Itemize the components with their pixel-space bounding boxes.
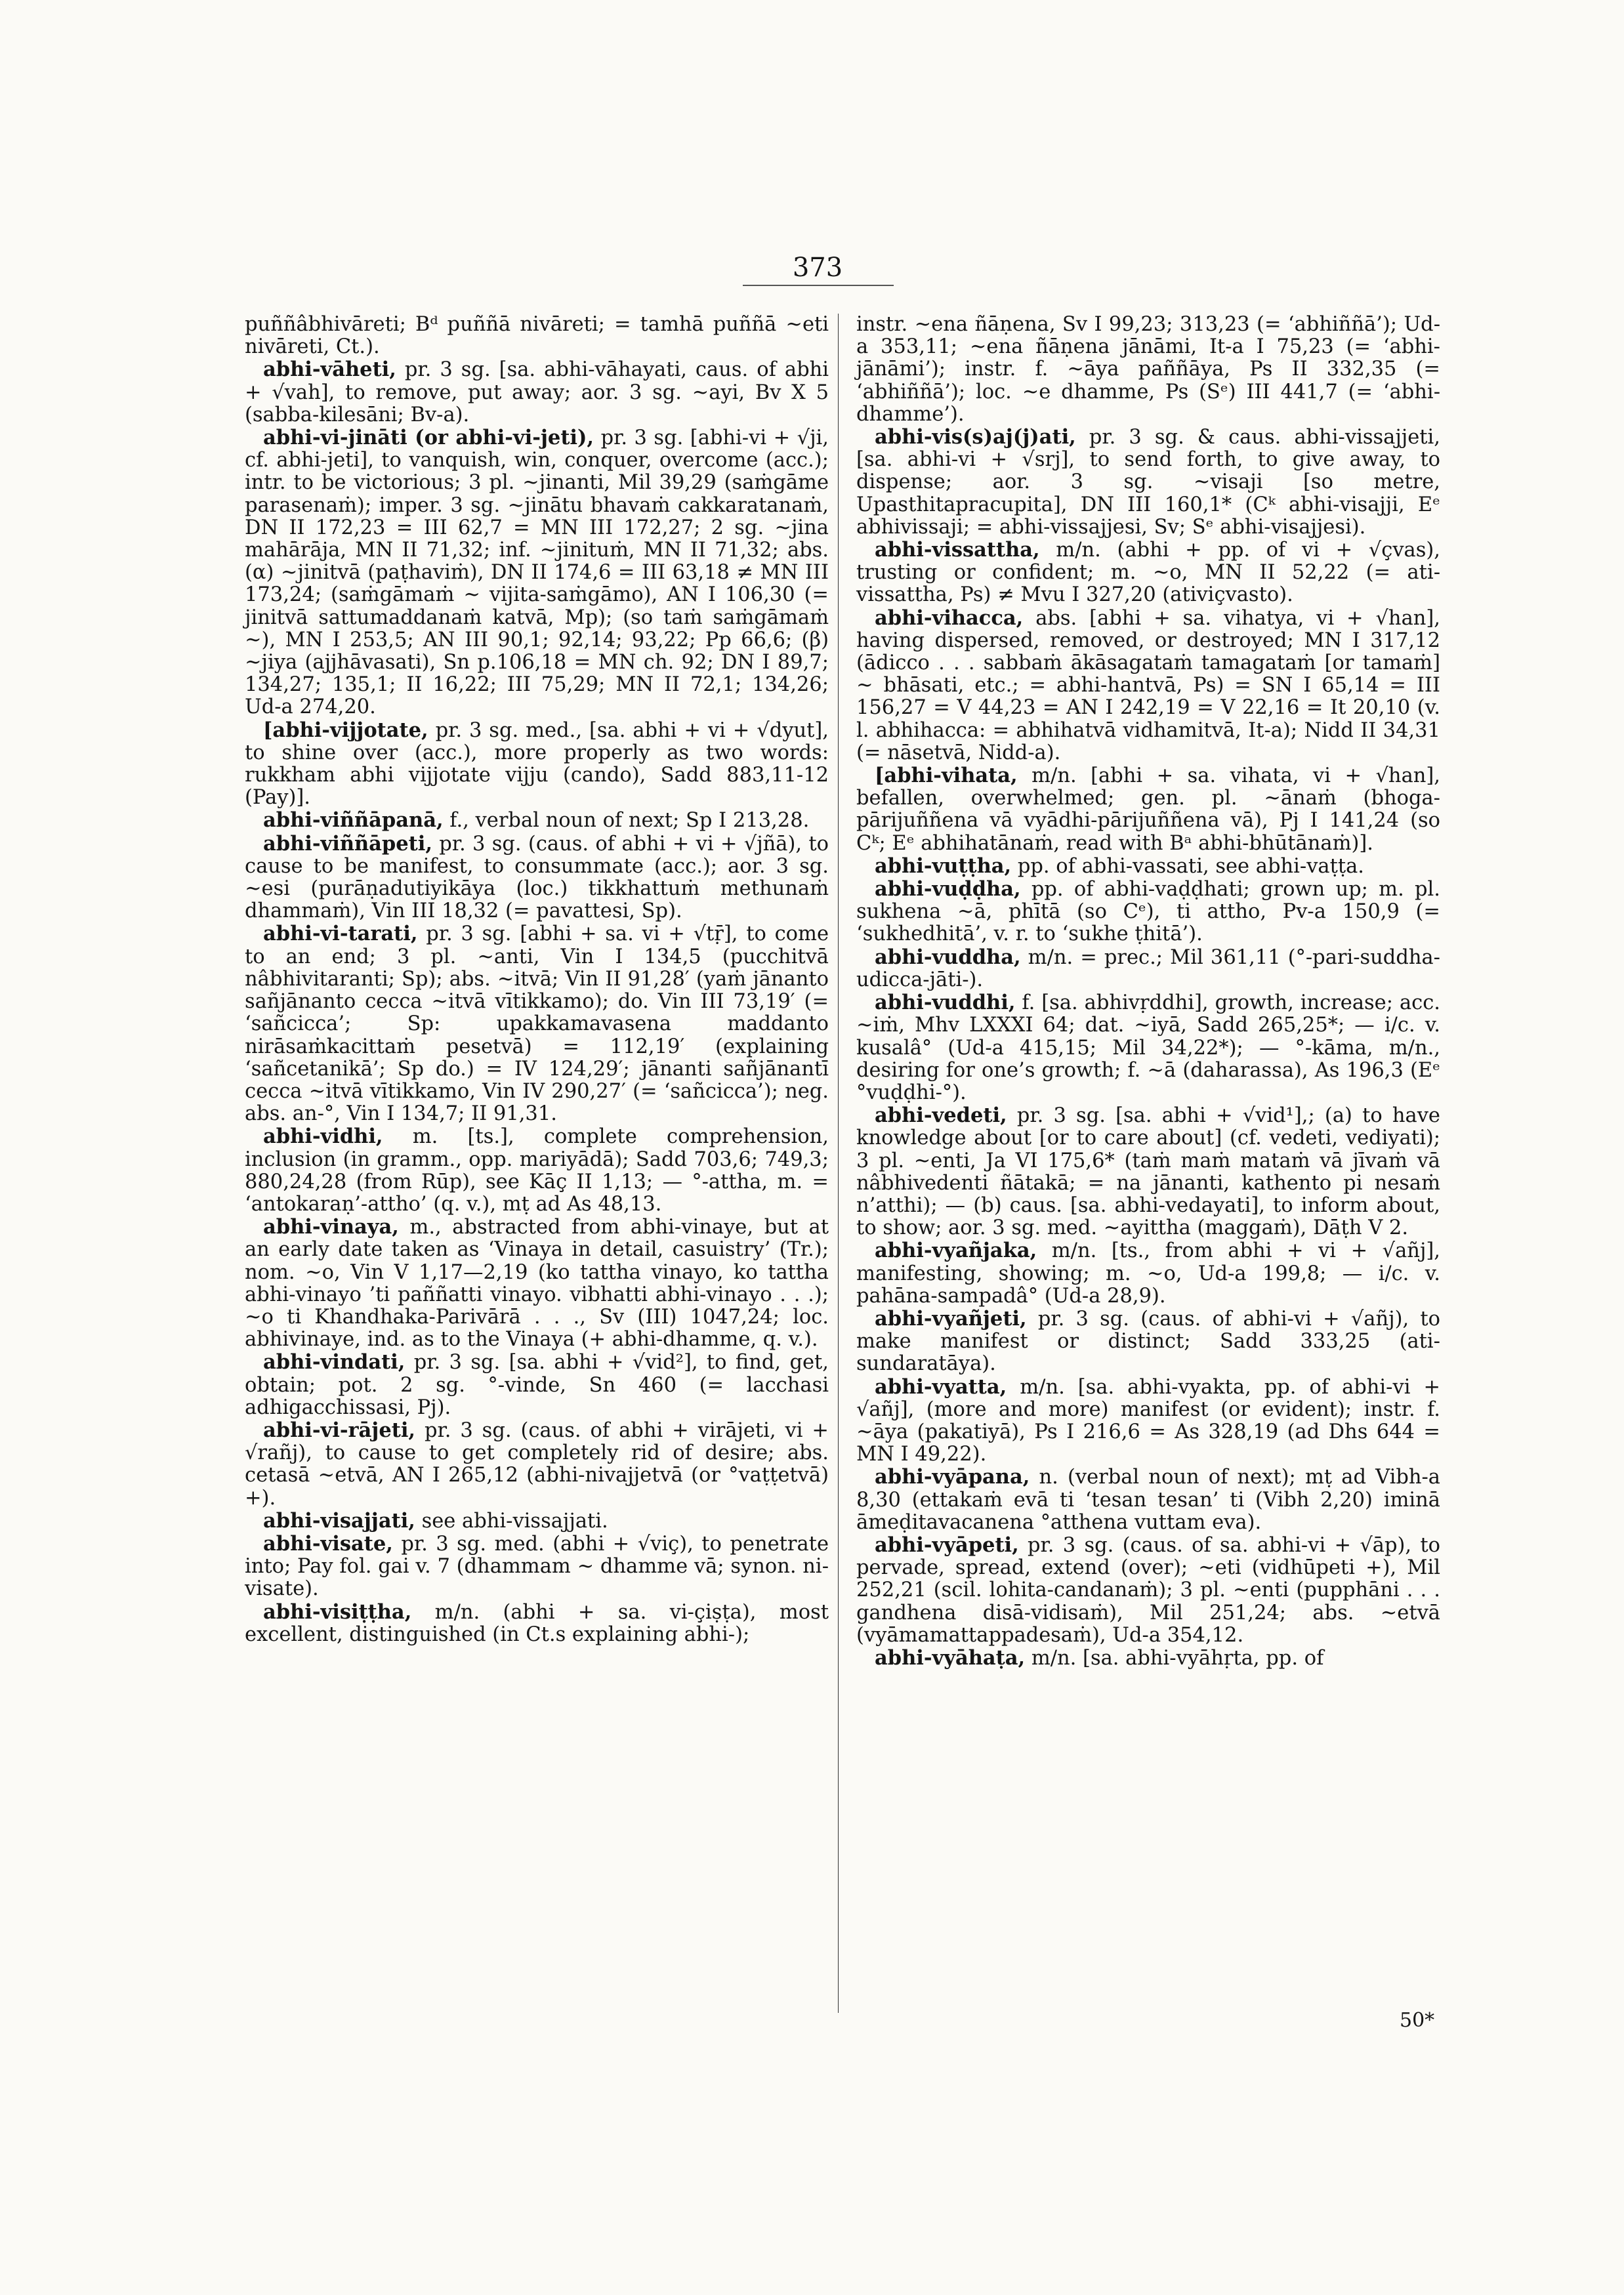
entry-text: m/n. [sa. abhi-vyakta, pp. of abhi-vi + √añj], (more and more) manifest (or evident); instr. f. ~āya (pakatiyā), Ps I 216,6 = As 328,19 (ad Dhs 644 = MN I 49,22). [856,1375,1440,1466]
dictionary-entry [245,1216,829,1351]
entry-headword: abhi-visajjati, [263,1508,415,1533]
entry-text: pr. 3 sg. med. (abhi + √viç), to penetrate into; Pay fol. gai v. 7 (dhammam ~ dhamme vā; synon. ni-visate). [245,1532,829,1601]
dictionary-entry [856,855,1440,878]
entry-text: pr. 3 sg. [abhi + sa. vi + √tṝ], to come to an end; 3 pl. ~anti, Vin I 134,5 (pucchitvā nâbhivitaranti; Sp); abs. ~itvā; Vin II 91,28′ (yaṁ jānanto sañjānanto cecca ~itvā vītikkamo); do. Vin III 73,19′ (= ‘sañcicca’; Sp: upakkamavasena maddanto nirāsaṁkacittaṁ pesetvā) = 112,19′ (explaining ‘sañcetanikā’; Sp do.) = IV 124,29′; jānanti sañjānantī cecca ~itvā vītikkamo, Vin IV 290,27′ (= ‘sañcicca’); neg. abs. an-°, Vin I 134,7; II 91,31. [245,922,829,1126]
dictionary-entry [856,1466,1440,1534]
entry-headword: abhi-vuddha, [875,945,1021,969]
entry-headword: abhi-vedeti, [875,1104,1007,1128]
left-column [245,314,829,1646]
dictionary-entry [245,809,829,832]
entry-headword: abhi-vuḍḍha, [875,877,1021,901]
entry-headword: abhi-vindati, [263,1350,406,1375]
dictionary-entry [856,1239,1440,1308]
entry-headword: abhi-vyāpana, [875,1465,1030,1489]
entry-text: pr. 3 sg. med., [sa. abhi + vi + √dyut], to shine over (acc.), more properly as two words: rukkham abhi vijjotate vijju (cando), Sadd 883,11-12 (Pay)]. [245,718,829,810]
entry-headword: [abhi-vihata, [875,764,1018,788]
dictionary-entry [245,1125,829,1216]
entry-text: see abhi-vissajjati. [415,1509,608,1533]
entry-text: m. [ts.], complete comprehension, inclusion (in gramm., opp. mariyādā); Sadd 703,6; 749,3; 880,24,28 (from Rūp), see Kāç II 1,13; — °-attha, m. = ‘antokaraṇ’-attho’ (q. v.), mṭ ad As 48,13. [245,1125,829,1216]
entry-text: m/n. = prec.; Mil 361,11 (°-pari-suddha-udicca-jāti-). [856,945,1440,991]
entry-text: pr. 3 sg. (caus. of abhi + virājeti, vi + √rañj), to cause to get completely rid of desire; abs. cetasā ~etvā, AN I 265,12 (abhi-nivajjetvā (or °vaṭṭetvā) +). [245,1418,829,1510]
page-signature: 50* [1400,2009,1435,2032]
page-number-rule [743,285,894,286]
entry-headword: abhi-vuddhi, [875,991,1016,1015]
entry-text: n. (verbal noun of next); mṭ ad Vibh-a 8,30 (ettakaṁ evā ti ‘tesan tesan’ ti (Vibh 2,20) iminā āmeḍitavacanena °atthena vuttam eva). [856,1466,1440,1534]
entry-text: m/n. [ts., from abhi + vi + √añj], manifesting, showing; m. ~o, Ud-a 199,8; — i/c. v. pahāna-sampadâ° (Ud-a 28,9). [856,1239,1440,1308]
dictionary-entry [856,1534,1440,1647]
entry-headword: abhi-vissattha, [875,538,1040,562]
entry-text: pr. 3 sg. [sa. abhi + √vid¹],; (a) to have knowledge about [or to care about] (cf. vedeti, vediyati); 3 pl. ~enti, Ja VI 175,6* (taṁ maṁ mataṁ vā jīvaṁ vā nâbhivedenti ñātakā; = na jānanti, kathento pi nesaṁ n’atthi); — (b) caus. [sa. abhi-vedayati], to inform about, to show; aor. 3 sg. med. ~ayittha (maggaṁ), Dāṭh V 2. [856,1104,1440,1240]
entry-headword: abhi-visiṭṭha, [263,1600,412,1624]
entry-text: puññâbhivāreti; Bᵈ puññā nivāreti; = tamhā puññā ~eti nivāreti, Ct.). [245,313,829,359]
dictionary-entry [245,314,829,358]
entry-headword: abhi-vihacca, [875,606,1024,630]
entry-headword: [abhi-vijjotate, [263,718,428,742]
dictionary-entry [856,1308,1440,1376]
entry-text: pr. 3 sg. [sa. abhi + √vid²], to find, get, obtain; pot. 2 sg. °-vinde, Sn 460 (= lacchasi adhigacchissasi, Pj). [245,1351,829,1419]
entry-text: f. [sa. abhivṛddhi], growth, increase; acc. ~iṁ, Mhv LXXXI 64; dat. ~iyā, Sadd 265,25*; — i/c. v. kusalâ° (Ud-a 415,15; Mil 34,22*); — °-kāma, m/n., desiring for one’s growth; f. ~ā (daharassa), As 196,3 (Eᵉ °vuḍḍhi-°). [856,991,1440,1104]
entry-text: abs. [abhi + sa. vihatya, vi + √han], having dispersed, removed, or destroyed; MN I 317,12 (ādicco . . . sabbaṁ ākāsagataṁ tamagataṁ [or tamaṁ] ~ bhāsati, etc.; = abhi-hantvā, Ps) = SN I 65,14 = III 156,27 = V 44,23 = AN I 242,19 = V 22,16 = It 20,10 (v. l. abhihacca: = abhihatvā vidhamitvā, It-a); Nidd II 34,31 (= nāsetvā, Nidd-a). [856,606,1440,764]
dictionary-entry [856,991,1440,1104]
entry-text: pr. 3 sg. (caus. of sa. abhi-vi + √āp), to pervade, spread, extend (over); ~eti (vidhūpeti +), Mil 252,21 (scil. lohita-candanaṁ); 3 pl. ~enti (pupphāni . . . gandhena disā-vidisaṁ), Mil 251,24; abs. ~etvā (vyāmamattappadesaṁ), Ud-a 354,12. [856,1533,1440,1647]
dictionary-entry [856,764,1440,855]
entry-text: pr. 3 sg. & caus. abhi-vissajjeti, [sa. abhi-vi + √srj], to send forth, to give away, to dispense; aor. 3 sg. ~visaji [so metre, Upasthitapracupita], DN III 160,1* (Cᵏ abhi-visajji, Eᵉ abhivissaji; = abhi-vissajjesi, Sv; Sᵉ abhi-visajjesi). [856,426,1440,539]
entry-headword: abhi-vyañjeti, [875,1306,1027,1331]
dictionary-entry [856,1647,1440,1670]
dictionary-entry [245,922,829,1125]
dictionary-entry [856,539,1440,607]
entry-headword: abhi-vi-jināti (or abhi-vi-jeti), [263,426,594,450]
entry-headword: abhi-vyañjaka, [875,1239,1037,1263]
entry-headword: abhi-vyāpeti, [875,1533,1019,1557]
column-divider [838,314,839,2013]
entry-headword: abhi-vinaya, [263,1215,399,1239]
dictionary-entry [245,833,829,923]
entry-text: pp. of abhi-vassati, see abhi-vaṭṭa. [1011,854,1365,878]
dictionary-entry [245,719,829,810]
dictionary-entry [856,1376,1440,1466]
entry-text: m/n. (abhi + pp. of vi + √çvas), trusting or confident; m. ~o, MN II 52,22 (= ati-vissattha, Ps) ≠ Mvu I 327,20 (ativiçvasto). [856,539,1440,607]
entry-text: pr. 3 sg. [sa. abhi-vāhayati, caus. of abhi + √vah], to remove, put away; aor. 3 sg. ~ayi, Bv X 5 (sabba-kilesāni; Bv-a). [245,358,829,426]
entry-headword: abhi-viññāpanā, [263,808,444,833]
entry-text: m/n. [sa. abhi-vyāhṛta, pp. of [1025,1646,1324,1670]
entry-headword: abhi-vi-tarati, [263,922,418,946]
dictionary-entry [856,1104,1440,1239]
entry-text: m., abstracted from abhi-vinaye, but at an early date taken as ‘Vinaya in detail, casuistry’ (Tr.); nom. ~o, Vin V 1,17—2,19 (ko tattha vinayo, ko tattha abhi-vinayo ’ti paññatti vinayo. vibhatti abhi-vinayo . . .); ~o ti Khandhaka-Parivārā . . ., Sv (III) 1047,24; loc. abhivinaye, ind. as to the Vinaya (+ abhi-dhamme, q. v.). [245,1216,829,1352]
entry-text: pr. 3 sg. [abhi-vi + √ji, cf. abhi-jeti], to vanquish, win, conquer, overcome (acc.); intr. to be victorious; 3 pl. ~jinanti, Mil 39,29 (saṁgāme parasenaṁ); imper. 3 sg. ~jinātu bhavaṁ cakkaratanaṁ, DN II 172,23 = III 62,7 = MN III 172,27; 2 sg. ~jina mahārāja, MN II 71,32; inf. ~jinituṁ, MN II 71,32; abs. (α) ~jinitvā (paṭhaviṁ), DN II 174,6 = III 63,18 ≠ MN III 173,24; (saṁgāmaṁ ~ vijita-saṁgāmo), AN I 106,30 (= jinitvā sattumaddanaṁ katvā, Mp); (so taṁ saṁgāmaṁ ~), MN I 253,5; AN III 90,1; 92,14; 93,22; Pp 66,6; (β) ~jiya (ajjhāvasati), Sn p.106,18 = MN ch. 92; DN I 89,7; 134,27; 135,1; II 16,22; III 75,29; MN II 72,1; 134,26; Ud-a 274,20. [245,426,829,719]
entry-headword: abhi-visate, [263,1531,393,1556]
dictionary-entry [245,1419,829,1510]
dictionary-entry [245,426,829,719]
entry-headword: abhi-vidhi, [263,1125,383,1149]
entry-headword: abhi-vis(s)aj(j)ati, [875,425,1076,449]
dictionary-entry [856,607,1440,764]
entry-text: pp. of abhi-vaḍḍhati; grown up; m. pl. sukhena ~ā, phītā (so Cᵉ), ti attho, Pv-a 150,9 (= ‘sukhedhitā’, v. r. to ‘sukhe ṭhitā’). [856,878,1440,946]
dictionary-entry [856,946,1440,991]
dictionary-entry [245,1510,829,1533]
dictionary-entry [856,878,1440,946]
entry-text: m/n. [abhi + sa. vihata, vi + √han], befallen, overwhelmed; gen. pl. ~ānaṁ (bhoga-pārijuññena vā vyādhi-pārijuññena vā), Pj I 141,24 (so Cᵏ; Eᵉ abhihatānaṁ, read with Bᵃ abhi-bhūtānaṁ)]. [856,764,1440,855]
dictionary-entry [856,426,1440,539]
entry-text: instr. ~ena ñāṇena, Sv I 99,23; 313,23 (= ‘abhiññā’); Ud-a 353,11; ~ena ñāṇena jānāmi, It-a I 75,23 (= ‘abhi-jānāmi’); instr. f. ~āya paññāya, Ps II 332,35 (= ‘abhiññā’); loc. ~e dhamme, Ps (Sᵉ) III 441,7 (= ‘abhi-dhamme’). [856,313,1440,426]
entry-headword: abhi-vyāhaṭa, [875,1645,1026,1670]
entry-headword: abhi-viññāpeti, [263,831,432,856]
entry-text: f., verbal noun of next; Sp I 213,28. [443,809,810,833]
dictionary-entry [245,1351,829,1419]
dictionary-entry [245,1601,829,1646]
dictionary-entry [245,358,829,426]
entry-headword: abhi-vuṭṭha, [875,854,1012,878]
entry-text: m/n. (abhi + sa. vi-çiṣṭa), most excellent, distinguished (in Ct.s explaining abhi-); [245,1600,829,1646]
entry-text: pr. 3 sg. (caus. of abhi-vi + √añj), to make manifest or distinct; Sadd 333,25 (ati-sundaratāya). [856,1307,1440,1376]
entry-headword: abhi-vyatta, [875,1375,1007,1399]
right-column [856,314,1440,1670]
entry-headword: abhi-vāheti, [263,358,396,382]
entry-text: pr. 3 sg. (caus. of abhi + vi + √jñā), to cause to be manifest, to consummate (acc.); aor. 3 sg. ~esi (purāṇadutiyikāya (loc.) tikkhattuṁ methunaṁ dhammaṁ), Vin III 18,32 (= pavattesi, Sp). [245,832,829,923]
dictionary-entry [856,314,1440,426]
entry-headword: abhi-vi-rājeti, [263,1418,416,1442]
page-number: 373 [792,253,843,283]
dictionary-entry [245,1533,829,1601]
